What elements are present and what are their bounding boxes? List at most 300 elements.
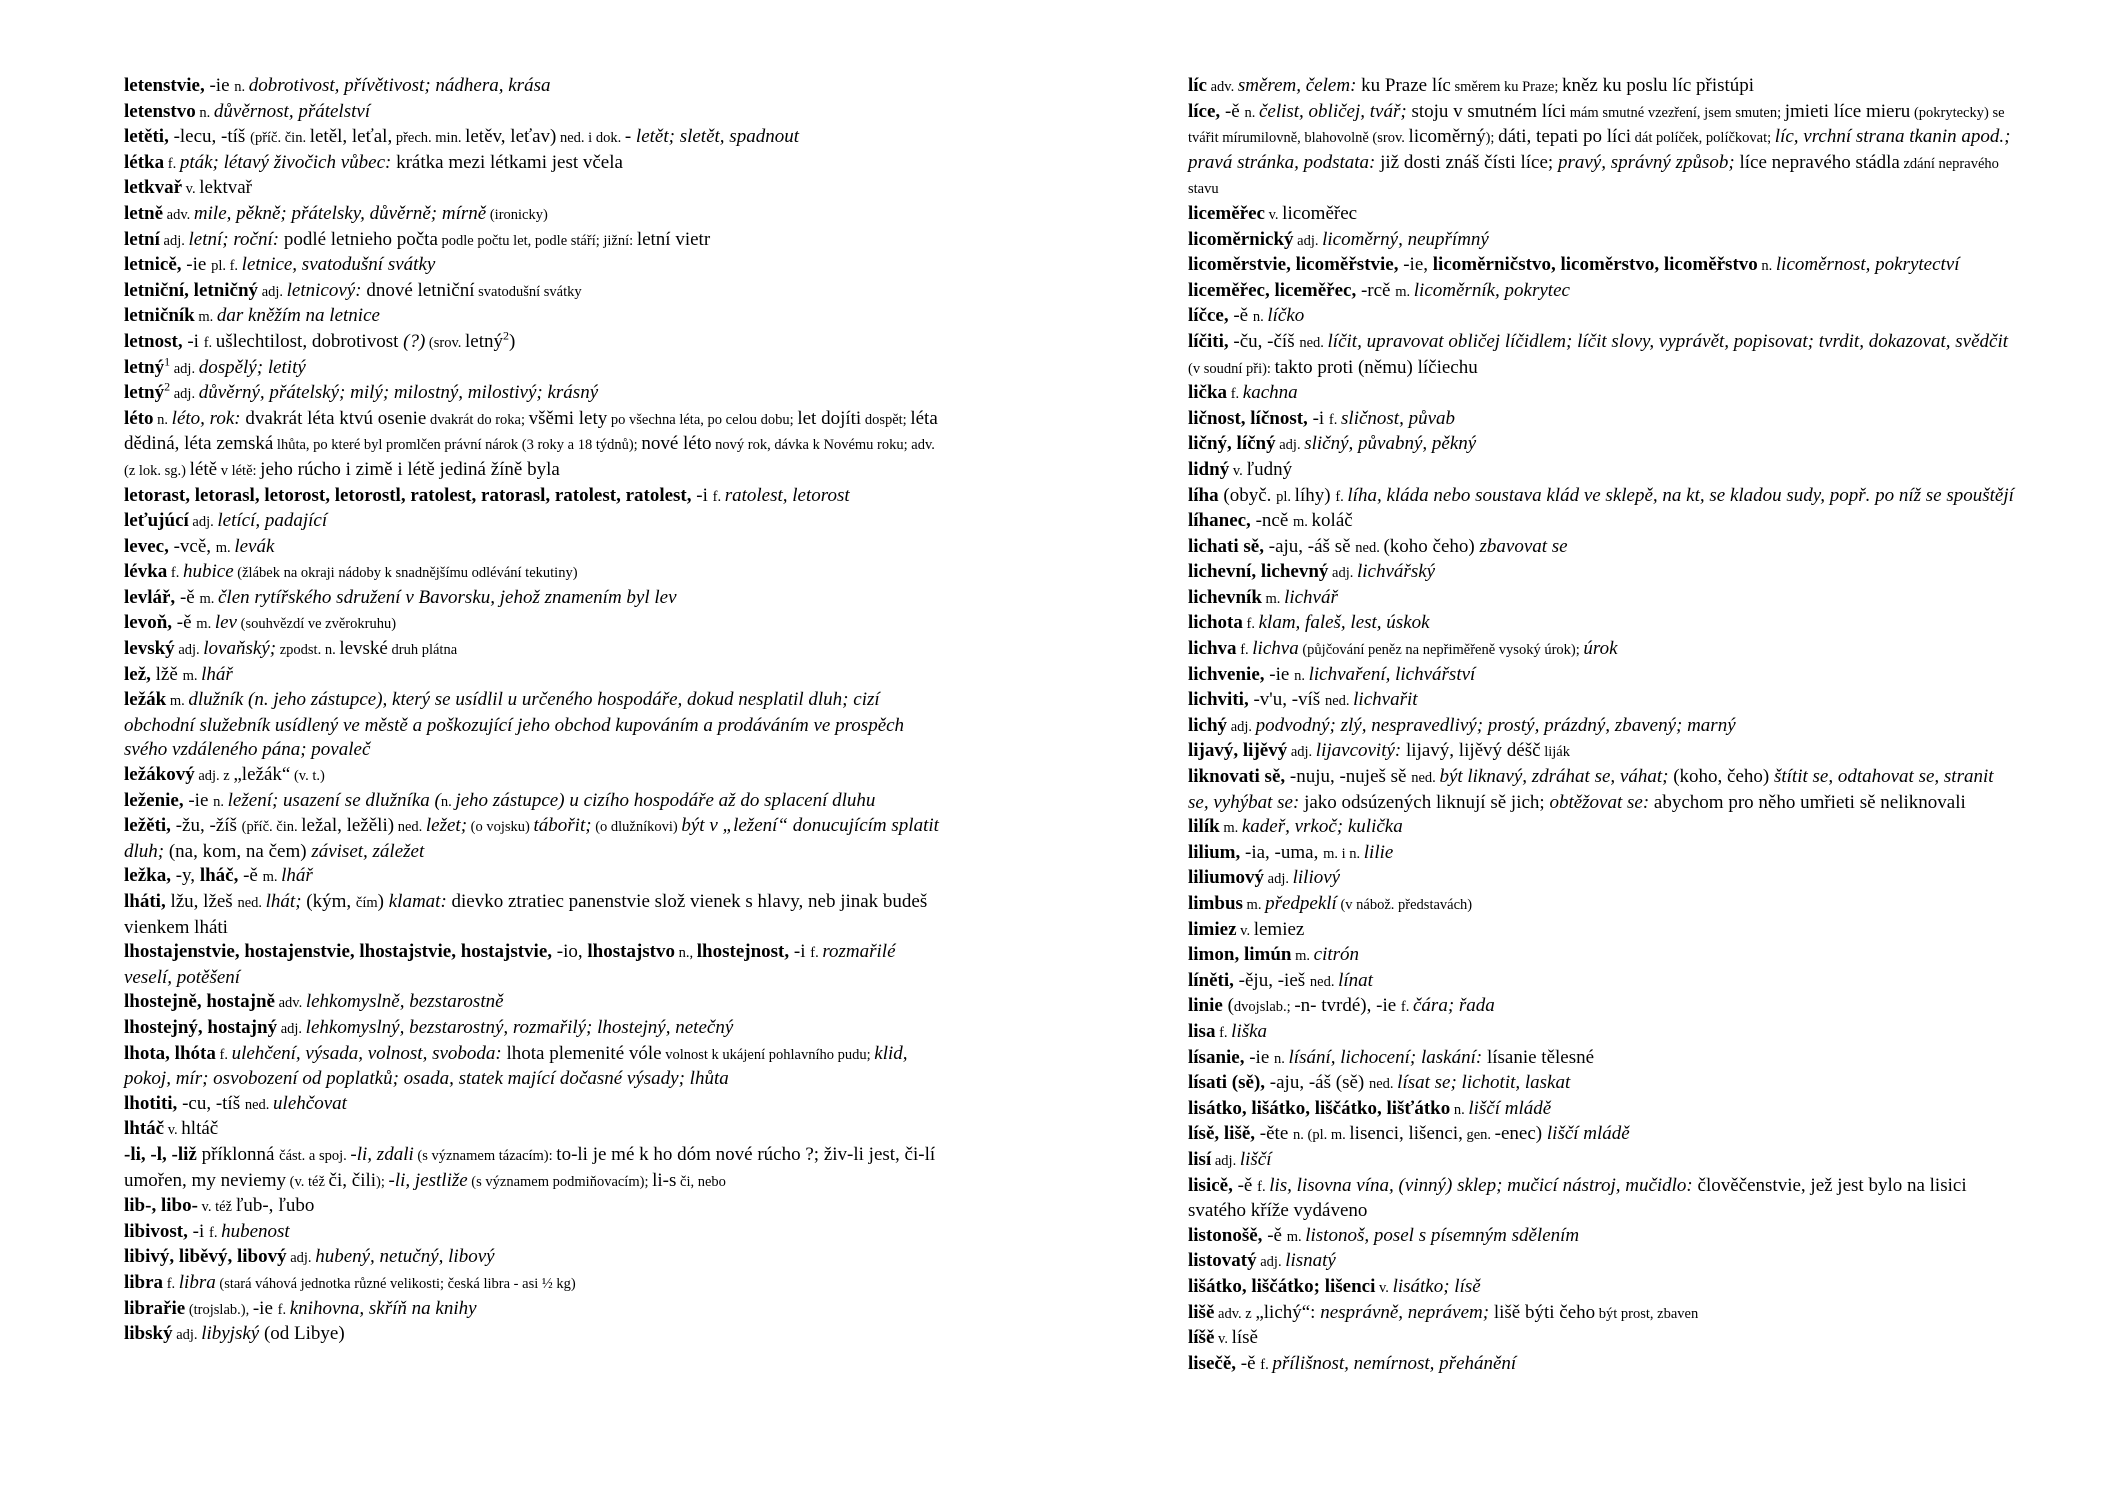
headword: lichviti, — [1188, 689, 1249, 711]
entry-text: létě — [189, 458, 218, 480]
headword: letkvař — [124, 177, 183, 199]
grammar-note: část. a spoj. — [279, 1147, 351, 1164]
entry-text: -ču, -číš — [1228, 330, 1300, 352]
translation: letnice, svatodušní svátky — [241, 254, 436, 276]
translation: ulehčovat — [273, 1092, 347, 1114]
dictionary-entry — [1188, 1352, 2018, 1378]
entry-text: -i — [1307, 407, 1329, 429]
grammar-note: (s významem podmiňovacím); — [467, 1173, 653, 1190]
entry-text: -nuju, -nuješ sě — [1285, 766, 1412, 788]
dictionary-entry — [1188, 1122, 2018, 1148]
headword: letný — [124, 356, 165, 378]
entry-text: letní vietr — [636, 228, 711, 250]
translation: líha, kláda nebo soustava klád ve sklepě, na kt, se kladou sudy, popř. po níž se spouštějí — [1347, 484, 2014, 506]
grammar-note: m. — [1291, 948, 1314, 965]
entry-text: -v'u, -víš — [1248, 689, 1325, 711]
dictionary-entry — [1188, 969, 2018, 995]
translation: knihovna, skříň na knihy — [289, 1297, 477, 1319]
grammar-note: adj. — [188, 514, 218, 531]
translation: léto, rok: — [171, 407, 241, 429]
grammar-note: adj. — [172, 1327, 202, 1344]
translation: letět; sletět, spadnout — [635, 126, 799, 148]
headword: lidný — [1188, 458, 1230, 480]
headword: lisí — [1188, 1148, 1212, 1170]
headword: lháč, — [199, 865, 239, 887]
dictionary-entry — [124, 864, 944, 890]
grammar-note: m. — [182, 667, 202, 684]
translation: citrón — [1313, 944, 1360, 966]
dictionary-entry — [1188, 1224, 2018, 1250]
dictionary-entry — [1188, 560, 2018, 586]
grammar-note: m. — [196, 616, 215, 633]
translation: lhát; — [265, 891, 302, 912]
headword: liknovati sě, — [1188, 766, 1286, 788]
entry-text: lemiez — [1253, 918, 1305, 940]
headword: lhostejně, hostajně — [124, 991, 275, 1013]
grammar-note: adj. — [159, 232, 189, 249]
grammar-note: pl. f. — [211, 258, 242, 275]
grammar-note: (s významem tázacím): — [413, 1147, 557, 1164]
translation: člen rytířského sdružení v Bavorsku, jehož znamením byl lev — [217, 586, 677, 608]
translation: lehkomyslný, bezstarostný, rozmařilý; lhostejný, netečný — [305, 1016, 734, 1038]
headword: limon, limún — [1188, 944, 1292, 966]
entry-text: licoměřec — [1282, 202, 1358, 224]
grammar-note: zpodst. n. — [276, 642, 340, 659]
headword: leťujúcí — [124, 510, 189, 532]
headword: letěti, — [124, 126, 169, 148]
headword: letničník — [124, 305, 195, 327]
dictionary-entry — [124, 1245, 944, 1271]
entry-text: „lichý“: — [1255, 1301, 1321, 1323]
translation: dobrotivost, přívětivost; nádhera, krása — [248, 75, 551, 96]
grammar-note: n. — [1450, 1101, 1469, 1118]
entry-text: dievko ztratiec panenstvie slož vienek s hlavy, neb jinak budeš vienkem lháti — [124, 891, 928, 938]
translation: pravý, správný způsob; — [1557, 151, 1735, 173]
grammar-note: m. — [194, 309, 217, 326]
grammar-note: n. — [440, 793, 456, 810]
dictionary-entry — [1188, 1046, 2018, 1072]
headword: levec, — [124, 535, 169, 557]
entry-text: let dojíti — [797, 407, 862, 429]
dictionary-entry — [1188, 815, 2018, 841]
dictionary-entry — [124, 763, 944, 789]
translation: lichvář — [1284, 586, 1338, 608]
translation: mile, pěkně; přátelsky, důvěrně; mírně — [193, 202, 487, 224]
translation: klamat: — [388, 891, 447, 912]
grammar-note: f. — [1215, 1024, 1232, 1041]
headword: libský — [124, 1323, 173, 1345]
headword: liceměřec — [1188, 202, 1265, 224]
translation: liliový — [1292, 867, 1341, 889]
headword: libra — [124, 1271, 164, 1293]
headword: lísě, lišě, — [1188, 1123, 1256, 1145]
headword: lháti, — [124, 891, 166, 912]
translation: obtěžovat se: — [1549, 791, 1650, 813]
grammar-note: v. — [1236, 922, 1254, 939]
entry-text: (koho čeho) — [1383, 535, 1480, 557]
dictionary-entry — [124, 1042, 944, 1092]
entry-text: jako odsúzených liknují sě jich; — [1299, 791, 1550, 813]
grammar-note: dospět; — [861, 411, 911, 428]
grammar-note: adv. — [274, 995, 306, 1012]
entry-text: -ě — [238, 865, 263, 887]
entry-text: takto proti (němu) líčiechu — [1274, 356, 1478, 378]
entry-text: krátka mezi létkami jest včela — [391, 151, 623, 173]
headword: líce, — [1188, 100, 1221, 122]
entry-text: ) — [509, 330, 516, 352]
entry-text: li-s — [652, 1169, 677, 1191]
grammar-note: (srov. — [425, 334, 466, 351]
headword: lisa — [1188, 1020, 1216, 1042]
grammar-note: n. — [234, 79, 249, 95]
grammar-note: (v soudní při): — [1188, 360, 1275, 377]
headword: lib-, libo- — [124, 1195, 198, 1217]
entry-text: „ležák“ — [233, 764, 291, 786]
grammar-note: f. — [215, 1046, 232, 1063]
translation: kachna — [1242, 382, 1298, 404]
headword: lilium, — [1188, 841, 1241, 863]
grammar-note: (v. t.) — [290, 768, 325, 785]
grammar-note: svatodušní svátky — [474, 283, 582, 300]
grammar-note: adj. — [1287, 744, 1316, 761]
dictionary-entry — [1188, 637, 2018, 663]
translation: předpeklí — [1265, 893, 1337, 914]
grammar-note: n. — [213, 793, 228, 810]
dictionary-entry — [124, 100, 944, 126]
dictionary-entry — [124, 560, 944, 586]
entry-text: -ia, -uma, — [1240, 841, 1324, 863]
entry-text: lžě — [150, 663, 183, 685]
dictionary-entry — [1188, 1249, 2018, 1275]
headword: lhostajstvo — [587, 941, 675, 963]
dictionary-entry — [1188, 611, 2018, 637]
entry-text: letěv, leťav) — [465, 126, 557, 148]
entry-text: -ě — [175, 586, 200, 608]
dictionary-entry — [124, 125, 944, 151]
translation: lhář — [201, 663, 233, 685]
dictionary-entry — [124, 1271, 944, 1297]
grammar-note: v. — [164, 1122, 182, 1139]
grammar-note: ned. — [1299, 334, 1328, 351]
dictionary-entry — [124, 586, 944, 612]
dictionary-entry — [1188, 1097, 2018, 1123]
dictionary-entry — [124, 814, 944, 864]
translation: důvěrný, přátelský; milý; milostný, milostivý; krásný — [198, 382, 599, 404]
entry-text: ležal, ležěli) — [301, 815, 395, 837]
grammar-note: ); — [1485, 130, 1499, 147]
grammar-note: ( — [250, 130, 255, 147]
grammar-note: adj. — [277, 1020, 306, 1037]
translation: líčko — [1267, 305, 1305, 327]
translation: klid, pokoj, mír; osvobození od poplatků; osada, statek mající dočasné výsady; lhůta — [124, 1042, 908, 1090]
grammar-note: (trojslab.), — [185, 1301, 253, 1318]
entry-text: -ěju, -ieš — [1233, 969, 1310, 991]
grammar-note: v. — [1214, 1331, 1232, 1348]
entry-text: -y, — [170, 865, 200, 887]
translation: hubice — [183, 561, 234, 583]
entry-text: levské — [339, 638, 388, 660]
headword: lichevník — [1188, 586, 1262, 608]
entry-text: -ie — [181, 254, 212, 276]
translation: lichvaření, lichvářství — [1308, 663, 1476, 685]
grammar-note: ned. — [1368, 1076, 1398, 1093]
translation: (?) — [403, 330, 426, 352]
grammar-note: adv. z — [1214, 1305, 1256, 1322]
headword: lež, — [124, 663, 151, 685]
dictionary-entry — [124, 484, 944, 510]
grammar-note: (půjčování peněz na nepřiměřeně vysoký úrok); — [1298, 642, 1584, 659]
entry-text: nové léto — [641, 433, 712, 455]
entry-text: -ě — [1232, 1174, 1258, 1196]
grammar-note: n. — [195, 104, 214, 121]
homonym-index: 2 — [164, 379, 171, 394]
grammar-note: m. — [1286, 1228, 1306, 1245]
entry-text: ušlechtilost, dobrotivost — [215, 330, 404, 352]
entry-text: ku Praze líc — [1356, 75, 1451, 96]
translation: lis, lisovna vína, (vinný) sklep; mučicí nástroj, mučidlo: — [1269, 1174, 1693, 1196]
grammar-note: adj. — [1256, 1254, 1286, 1271]
entry-text: to-li je mé k ho dóm nové rúcho ?; živ-li jest, či-lí umořen, my neviemy — [124, 1143, 936, 1191]
dictionary-entry — [124, 381, 944, 407]
translation: kadeř, vrkoč; kulička — [1241, 816, 1403, 838]
entry-text: -ie, — [1398, 254, 1433, 276]
grammar-note: příč. čin. — [254, 130, 310, 147]
dictionary-entry — [124, 330, 944, 356]
headword: letně — [124, 202, 164, 224]
headword: lhtáč — [124, 1118, 165, 1140]
translation: lovaňský; — [203, 638, 277, 660]
grammar-note: f. — [1236, 642, 1253, 659]
entry-text: již dosti znáš čísti líce; — [1375, 151, 1558, 173]
grammar-note: adj. z — [194, 768, 234, 785]
grammar-note: po všechna léta, po celou dobu; — [607, 411, 798, 428]
grammar-note: f. — [167, 565, 183, 582]
translation: lhář — [281, 865, 313, 887]
translation: dar kněžím na letnice — [216, 305, 380, 327]
dictionary-entry — [1188, 407, 2018, 433]
entry-text: -ě — [1228, 305, 1253, 327]
dictionary-entry — [124, 509, 944, 535]
dictionary-entry — [1188, 1020, 2018, 1046]
grammar-note: m. — [1395, 283, 1414, 300]
translation: ratolest, letorost — [724, 484, 850, 506]
headword: líc — [1188, 75, 1207, 96]
dictionary-entry — [1188, 892, 2018, 918]
headword: liliumový — [1188, 867, 1265, 889]
grammar-note: v. — [1264, 206, 1283, 223]
dictionary-entry — [1188, 202, 2018, 228]
dictionary-entry — [124, 1143, 944, 1194]
headword: linie — [1188, 995, 1223, 1017]
dictionary-entry — [124, 940, 944, 990]
entry-text: (koho, čeho) — [1668, 766, 1774, 788]
translation: letící, padající — [217, 510, 328, 532]
entry-text: -ě — [1236, 1352, 1261, 1374]
entry-text: ľudný — [1246, 458, 1293, 480]
grammar-note: v. — [182, 181, 200, 198]
dictionary-column-left — [124, 74, 944, 1348]
dictionary-entry — [124, 228, 944, 254]
translation: lichva — [1252, 638, 1299, 660]
headword: letniční, letničný — [124, 279, 259, 301]
headword: ležěti, — [124, 815, 171, 837]
headword: ležákový — [124, 764, 195, 786]
grammar-note: v. též — [197, 1199, 236, 1216]
grammar-note: f. — [1328, 411, 1342, 428]
entry-text: -ncě — [1250, 510, 1294, 532]
grammar-note: m. — [215, 539, 235, 556]
dictionary-entry — [124, 1117, 944, 1143]
entry-text: lísě — [1231, 1327, 1258, 1349]
translation: jeho zástupce) u cizího hospodáře až do splacení dluhu — [455, 789, 876, 811]
headword: licoměrstvie, licoměřstvie, — [1188, 254, 1399, 276]
entry-text: ( — [1222, 995, 1234, 1017]
translation: licoměrnost, pokrytectví — [1775, 254, 1960, 276]
grammar-note: n., — [675, 945, 697, 962]
entry-text: lžu, lžeš — [165, 891, 238, 912]
translation: ležet; — [425, 815, 468, 837]
headword: líšě — [1188, 1327, 1215, 1349]
grammar-note: m. — [1219, 820, 1242, 837]
dictionary-entry — [1188, 228, 2018, 254]
grammar-note: (příč. čin. — [241, 819, 302, 836]
entry-text: či, čili — [328, 1169, 377, 1191]
entry-text: hltáč — [181, 1118, 219, 1140]
grammar-note: druh plátna — [387, 642, 458, 659]
entry-text: léta dědiná, léta zemská — [124, 407, 938, 455]
grammar-note: (ironicky) — [486, 206, 548, 223]
grammar-note: směrem ku Praze; — [1450, 79, 1562, 95]
dictionary-entry — [1188, 688, 2018, 714]
headword: liceměřec, liceměřec, — [1188, 279, 1357, 301]
dictionary-entry — [1188, 663, 2018, 689]
dictionary-entry — [1188, 765, 2018, 815]
grammar-note: (v. též — [286, 1173, 329, 1190]
translation: licoměrný, neupřímný — [1322, 228, 1489, 250]
entry-text: (kým, — [301, 891, 356, 912]
translation: levák — [234, 535, 275, 557]
grammar-note: f. — [1260, 1356, 1273, 1373]
headword: ličnost, líčnost, — [1188, 407, 1308, 429]
translation: štítit se, odtahovat se, stranit se, vyhýbat se: — [1188, 766, 1994, 813]
grammar-note: m. — [166, 693, 189, 710]
grammar-note: f. — [208, 1224, 222, 1241]
grammar-note: pl. — [1276, 488, 1295, 505]
headword: letný — [124, 382, 165, 404]
translation: lilie — [1363, 841, 1394, 863]
dictionary-entry — [1188, 1148, 2018, 1174]
entry-text: lisenci, lišenci, — [1349, 1123, 1463, 1145]
headword: leženie, — [124, 789, 184, 811]
headword: letenstvie, — [124, 75, 205, 96]
translation: libra — [178, 1271, 216, 1293]
headword: létka — [124, 151, 165, 173]
translation: dlužník (n. jeho zástupce), který se usídlil u určeného hospodáře, dokud nesplatil dluh; cizí obchodní služebník usídlený ve městě a poškozující jeho obchod kupováním a prodáváním ve prospěch svého vzdáleného pána; povaleč — [124, 689, 905, 761]
translation: směrem, čelem: — [1237, 75, 1357, 96]
translation: libyjský — [201, 1323, 260, 1345]
grammar-note: ned. — [1324, 693, 1354, 710]
dictionary-entry — [1188, 1174, 2018, 1224]
headword: lísanie, — [1188, 1046, 1245, 1068]
entry-text: -žu, -žíš — [170, 815, 242, 837]
dictionary-entry — [1188, 74, 2018, 100]
grammar-note: ned. — [1355, 539, 1384, 556]
entry-text: -vcě, — [168, 535, 216, 557]
grammar-note: f. — [712, 488, 725, 505]
translation: lijavcovitý: — [1315, 740, 1402, 762]
headword: ličný, líčný — [1188, 433, 1276, 455]
dictionary-entry — [1188, 1301, 2018, 1327]
entry-text: -ie — [1264, 663, 1295, 685]
translation: dospělý; letitý — [198, 356, 306, 378]
translation: liščí — [1239, 1148, 1272, 1170]
headword: licoměrnický — [1188, 228, 1294, 250]
headword: lilík — [1188, 816, 1220, 838]
dictionary-entry — [1188, 253, 2018, 279]
dictionary-entry — [124, 1194, 944, 1220]
entry-text: -i — [182, 330, 204, 352]
grammar-note: ned. — [237, 895, 266, 911]
entry-text: (na, kom, na čem) — [164, 840, 312, 862]
entry-text: stoju v smutném líci — [1406, 100, 1567, 122]
headword: lichva — [1188, 638, 1237, 660]
grammar-note: liják — [1540, 744, 1570, 761]
entry-text: -ěte — [1255, 1123, 1294, 1145]
entry-text: abychom pro něho umřieti sě neliknovali — [1649, 791, 1966, 813]
dictionary-entry — [124, 176, 944, 202]
dictionary-entry — [1188, 458, 2018, 484]
dictionary-entry — [124, 151, 944, 177]
dictionary-entry — [1188, 841, 2018, 867]
dictionary-entry — [1188, 918, 2018, 944]
dictionary-entry — [124, 1220, 944, 1246]
grammar-note: (souhvězdí ve zvěrokruhu) — [236, 616, 397, 633]
dictionary-entry — [124, 356, 944, 382]
translation: být v „ležení“ donucujícím splatit dluh; — [124, 815, 939, 862]
translation: čelist, obličej, tvář; — [1258, 100, 1407, 122]
grammar-note: (stará váhová jednotka různé velikosti; česká libra - asi ½ kg) — [215, 1275, 576, 1292]
grammar-note: f. — [810, 945, 823, 962]
dictionary-entry — [124, 1092, 944, 1118]
translation: úrok — [1583, 638, 1618, 660]
dictionary-entry — [124, 637, 944, 663]
dictionary-entry — [1188, 279, 2018, 305]
grammar-note: v létě: — [217, 462, 261, 479]
grammar-note: ); — [376, 1173, 389, 1190]
grammar-note: v. — [1375, 1279, 1393, 1296]
entry-text: -i — [691, 484, 713, 506]
translation: letní; roční: — [188, 228, 280, 250]
headword: lévka — [124, 561, 168, 583]
headword: librařie — [124, 1297, 186, 1319]
entry-text: lektvař — [199, 177, 252, 199]
entry-text: -i — [789, 941, 811, 963]
grammar-note: f. — [1257, 1178, 1270, 1195]
entry-text: lísanie tělesné — [1482, 1046, 1595, 1068]
translation: důvěrnost, přátelství — [213, 100, 371, 122]
entry-text: -lecu, -tíš — [168, 126, 251, 148]
headword: listovatý — [1188, 1250, 1257, 1272]
headword: letorast, letorasl, letorost, letorostl, ratolest, ratorasl, ratolest, ratolest, — [124, 484, 692, 506]
headword: lhostejnost, — [696, 941, 790, 963]
grammar-note: ned. — [394, 819, 426, 836]
entry-text: -enec) — [1494, 1123, 1547, 1145]
headword: -li, -l, -liž — [124, 1143, 197, 1165]
translation: být liknavý, zdráhat se, váhat; — [1439, 766, 1669, 788]
translation: -li, jestliže — [388, 1169, 468, 1191]
dictionary-entry — [124, 407, 944, 484]
headword: ležka, — [124, 865, 171, 887]
